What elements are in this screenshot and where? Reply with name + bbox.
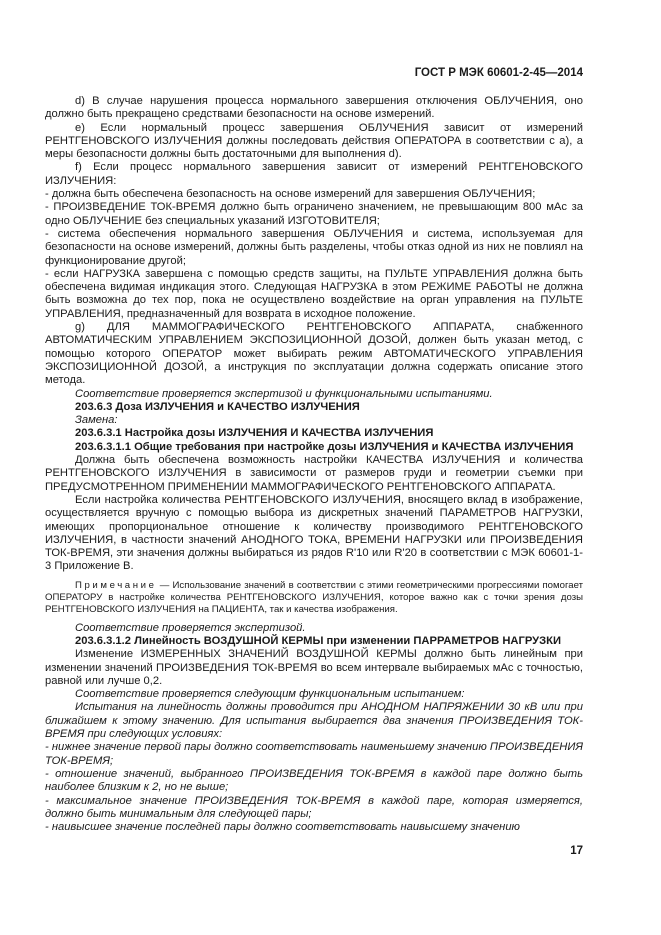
- paragraph: Соответствие проверяется следующим функциональным испытанием:: [75, 688, 465, 701]
- paragraph: - максимальное значение ПРОИЗВЕДЕНИЯ ТОК-ВРЕМЯ в каждой паре, которая измеряется, должно быть минимальным для следующей пары;: [45, 794, 583, 820]
- paragraph: d) В случае нарушения процесса нормального завершения отключения ОБЛУЧЕНИЯ, оно должно быть прекращено средствами безопасности на основе измерений.: [45, 95, 583, 121]
- paragraph: - наивысшее значение последней пары должно соответствовать наивысшему значению: [45, 821, 520, 834]
- document-header: ГОСТ Р МЭК 60601-2-45—2014: [414, 67, 583, 79]
- paragraph: - должна быть обеспечена безопасность на основе измерений для завершения ОБЛУЧЕНИЯ;: [45, 188, 536, 201]
- paragraph: Изменение ИЗМЕРЕННЫХ ЗНАЧЕНИЙ ВОЗДУШНОЙ КЕРМЫ должно быть линейным при изменении значений ПРОИЗВЕДЕНИЯ ТОК-ВРЕМЯ во всем интервале выбираемых мАс с точностью, равной или лучше 0,2.: [45, 648, 583, 687]
- paragraph-group: [45, 95, 583, 574]
- paragraph: Должна быть обеспечена возможность настройки КАЧЕСТВА ИЗЛУЧЕНИЯ и количества РЕНТГЕНОВСКОГО ИЗЛУЧЕНИЯ в зависимости от размеров груди и геометрии съемки при ПРЕДУСМОТРЕННОМ ПРИМЕНЕНИИ МАММОГРАФИЧЕСКОГО РЕНТГЕНОВСКОГО АППАРАТА.: [45, 454, 583, 493]
- paragraph: - ПРОИЗВЕДЕНИЕ ТОК-ВРЕМЯ должно быть ограничено значением, не превышающим 800 мАс за одно ОБЛУЧЕНИЕ без специальных указаний ИЗГОТОВИТЕЛЯ;: [45, 201, 583, 227]
- paragraph: 203.6.3.1 Настройка дозы ИЗЛУЧЕНИЯ И КАЧЕСТВА ИЗЛУЧЕНИЯ: [75, 427, 434, 440]
- paragraph: 203.6.3.1.1 Общие требования при настройке дозы ИЗЛУЧЕНИЯ и КАЧЕСТВА ИЗЛУЧЕНИЯ: [75, 440, 574, 453]
- page-number: 17: [570, 845, 583, 857]
- paragraph: - отношение значений, выбранного ПРОИЗВЕДЕНИЯ ТОК-ВРЕМЯ в каждой паре должно быть наиболее близким к 2, но не выше;: [45, 767, 583, 794]
- paragraph: - если НАГРУЗКА завершена с помощью средств защиты, на ПУЛЬТЕ УПРАВЛЕНИЯ должна быть обеспечена видимая индикация этого. Следующая НАГРУЗКА в этом РЕЖИМЕ РАБОТЫ не должна быть возможна до тех пор, пока не осуществлено воздействие на орган управления на ПУЛЬТЕ УПРАВЛЕНИЯ, предназначенный для возврата в исходное положение.: [45, 267, 583, 320]
- paragraph: Соответствие проверяется экспертизой и функциональными испытаниями.: [75, 387, 493, 400]
- note-label: Примечание: [75, 579, 157, 591]
- paragraph: 203.6.3.1.2 Линейность ВОЗДУШНОЙ КЕРМЫ при изменении ПАРРАМЕТРОВ НАГРУЗКИ: [75, 634, 561, 647]
- paragraph: e) Если нормальный процесс завершения ОБЛУЧЕНИЯ зависит от измерений РЕНТГЕНОВСКОГО ИЗЛУЧЕНИЯ должны последовать действия ОПЕРАТОРА в соответствии с а), а меры безопасности должны быть достаточными для выполнения d).: [45, 121, 583, 161]
- note-text: — Использование значений в соответствии с этими геометрическими прогрессиями помогает ОПЕРАТОРУ в настройке количества РЕНТГЕНОВСКОГО ИЗЛУЧЕНИЯ, которое важно как с точки зрения дозы РЕНТГЕНОВСКОГО ИЗЛУЧЕНИЯ на ПАЦИЕНТА, так и качества изображения.: [45, 579, 583, 615]
- paragraph: g) ДЛЯ МАММОГРАФИЧЕСКОГО РЕНТГЕНОВСКОГО АППАРАТА, снабженного АВТОМАТИЧЕСКИМ УПРАВЛЕНИЕМ ЭКСПОЗИЦИОННОЙ ДОЗОЙ, должен быть указан метод, с помощью которого ОПЕРАТОР может выбирать режим АВТОМАТИЧЕСКОГО УПРАВЛЕНИЯ ЭКСПОЗИЦИОННОЙ ДОЗОЙ, а инструкция по эксплуатации должна содержать описание этого метода.: [45, 321, 583, 387]
- note-paragraph: [45, 580, 583, 616]
- paragraph: Замена:: [75, 414, 118, 427]
- document-body: [45, 95, 583, 834]
- paragraph: 203.6.3 Доза ИЗЛУЧЕНИЯ и КАЧЕСТВО ИЗЛУЧЕНИЯ: [75, 400, 360, 413]
- paragraph: f) Если процесс нормального завершения зависит от измерений РЕНТГЕНОВСКОГО ИЗЛУЧЕНИЯ:: [45, 161, 583, 187]
- paragraph: - нижнее значение первой пары должно соответствовать наименьшему значению ПРОИЗВЕДЕНИЯ ТОК-ВРЕМЯ;: [45, 741, 583, 767]
- paragraph: - система обеспечения нормального завершения ОБЛУЧЕНИЯ и система, используемая для безопасности на основе измерений, должны быть разделены, чтобы отказ одной из них не повлиял на функционирование другой;: [45, 227, 583, 267]
- paragraph: Соответствие проверяется экспертизой.: [75, 621, 306, 634]
- paragraph: Испытания на линейность должны проводится при АНОДНОМ НАПРЯЖЕНИИ 30 кВ или при ближайшем к этому значению. Для испытания выбирается два значения ПРОИЗВЕДЕНИЯ ТОК-ВРЕМЯ при следующих условиях:: [45, 701, 583, 741]
- paragraph: Если настройка количества РЕНТГЕНОВСКОГО ИЗЛУЧЕНИЯ, вносящего вклад в изображение, осуществляется вручную с помощью выбора из дискретных значений ПАРАМЕТРОВ НАГРУЗКИ, имеющих пропорциональное отношение к количеству производимого РЕНТГЕНОВСКОГО ИЗЛУЧЕНИЯ, в частности значений АНОДНОГО ТОКА, ВРЕМЕНИ НАГРУЗКИ или ПРОИЗВЕДЕНИЯ ТОК-ВРЕМЯ, эти значения должны выбираться из рядов R'10 или R'20 в соответствии с МЭК 60601-1-3 Приложение В.: [45, 493, 583, 573]
- paragraph-group: [45, 622, 583, 835]
